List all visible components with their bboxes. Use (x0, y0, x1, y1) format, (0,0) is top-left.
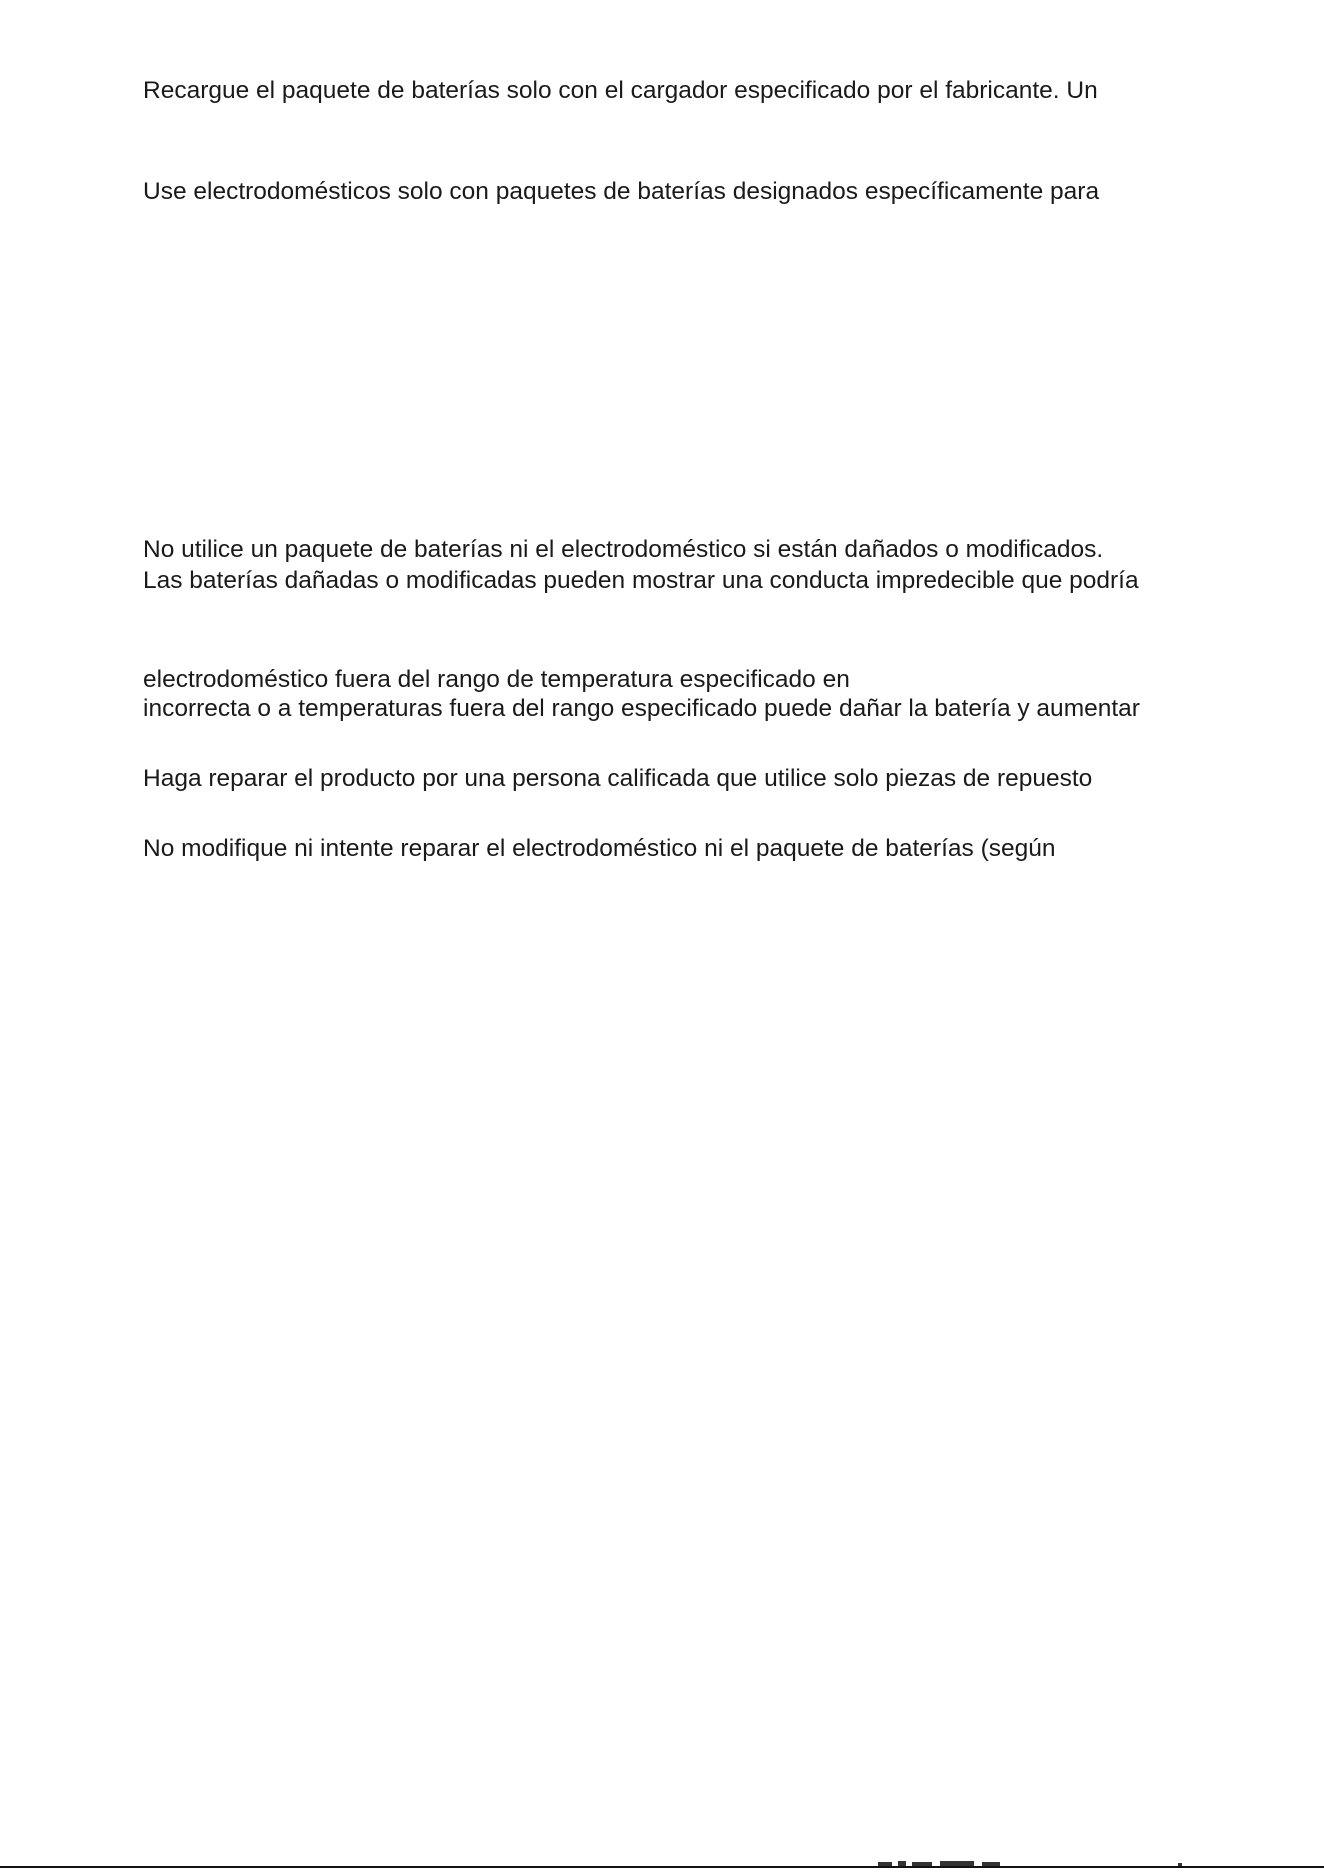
text-line-incorrect-charging: incorrecta o a temperaturas fuera del rango especificado puede dañar la batería y aumentar (143, 695, 1140, 722)
text-line-qualified-repair: Haga reparar el producto por una persona calificada que utilice solo piezas de repuesto (143, 765, 1093, 792)
text-line-charger-warning: Recargue el paquete de baterías solo con el cargador especificado por el fabricante. Un (143, 77, 1098, 104)
text-line-designated-batteries: Use electrodomésticos solo con paquetes de baterías designados específicamente para (143, 178, 1100, 205)
text-line-unpredictable-behavior: Las baterías dañadas o modificadas pueden mostrar una conducta impredecible que podría (143, 567, 1139, 594)
text-line-temperature-range: electrodoméstico fuera del rango de temperatura especificado en (143, 666, 850, 693)
text-line-damaged-warning: No utilice un paquete de baterías ni el electrodoméstico si están dañados o modificados. (143, 536, 1104, 563)
footer-scan-marks (878, 1860, 1198, 1868)
text-line-do-not-modify: No modifique ni intente reparar el electrodoméstico ni el paquete de baterías (según (143, 835, 1056, 862)
